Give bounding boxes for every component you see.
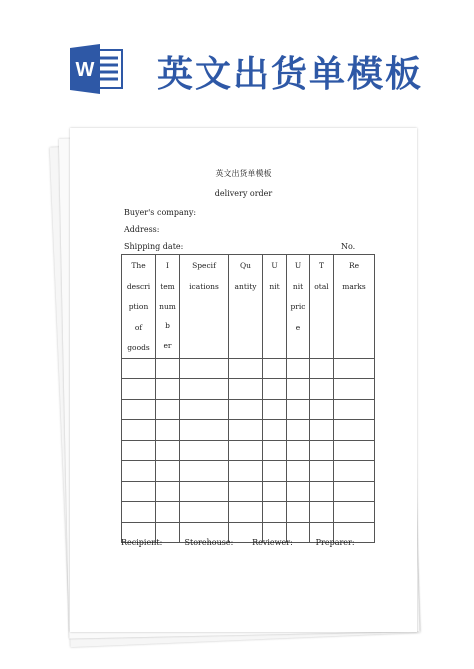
table-cell[interactable] [122, 399, 156, 420]
table-header-cell [180, 255, 229, 359]
table-row [122, 481, 375, 502]
table-cell[interactable] [156, 481, 180, 502]
buyer-company-label: Buyer's company: [124, 208, 197, 217]
table-cell[interactable] [287, 379, 310, 400]
reviewer-label: Reviewer: [252, 538, 293, 547]
table-cell[interactable] [287, 481, 310, 502]
table-cell[interactable] [287, 440, 310, 461]
table-cell[interactable] [180, 420, 229, 441]
header-line: nit [269, 281, 280, 291]
header-line: marks [342, 281, 366, 291]
table-cell[interactable] [229, 481, 263, 502]
header-line: tem [160, 281, 175, 291]
logo-letter: W [75, 59, 95, 81]
document-subheading: delivery order [214, 189, 273, 198]
table-cell[interactable] [310, 379, 334, 400]
table-cell[interactable] [180, 379, 229, 400]
table-row [122, 502, 375, 523]
header-line: numb [159, 302, 176, 330]
header-line: e [295, 322, 301, 332]
table-row [122, 399, 375, 420]
header-line: Re [348, 261, 360, 270]
table-row [122, 461, 375, 482]
table-cell[interactable] [229, 399, 263, 420]
document-heading: 英文出货单模板 [215, 169, 272, 178]
table-cell[interactable] [156, 358, 180, 379]
table-row [122, 420, 375, 441]
table-cell[interactable] [287, 358, 310, 379]
table-cell[interactable] [180, 481, 229, 502]
table-cell[interactable] [229, 420, 263, 441]
table-cell[interactable] [334, 481, 375, 502]
table-cell[interactable] [122, 379, 156, 400]
table-cell[interactable] [156, 502, 180, 523]
table-cell[interactable] [263, 461, 287, 482]
header-line: otal [314, 281, 329, 291]
table-cell[interactable] [263, 420, 287, 441]
banner [0, 0, 474, 120]
banner-title: 英文出货单模板 [157, 54, 424, 95]
table-cell[interactable] [334, 440, 375, 461]
table-cell[interactable] [122, 481, 156, 502]
header-line: T [318, 261, 324, 270]
table-header-cell [310, 255, 334, 359]
table-cell[interactable] [229, 440, 263, 461]
table-row [122, 440, 375, 461]
table-cell[interactable] [310, 502, 334, 523]
table-cell[interactable] [263, 502, 287, 523]
table-row [122, 379, 375, 400]
header-line: U [271, 261, 278, 270]
table-cell[interactable] [122, 461, 156, 482]
header-line: I [166, 261, 169, 270]
table-header-cell [334, 255, 375, 359]
table-cell[interactable] [180, 358, 229, 379]
table-cell[interactable] [310, 440, 334, 461]
table-header-cell [263, 255, 287, 359]
table-cell[interactable] [180, 461, 229, 482]
header-line: ications [189, 281, 219, 291]
table-cell[interactable] [287, 461, 310, 482]
header-line: ption [128, 302, 149, 311]
table-header-row [122, 255, 375, 359]
table-cell[interactable] [334, 399, 375, 420]
table-cell[interactable] [156, 461, 180, 482]
header-line: pric [290, 302, 306, 311]
table-cell[interactable] [229, 502, 263, 523]
storehouse-label: Storehouse: [184, 538, 234, 547]
table-cell[interactable] [122, 440, 156, 461]
table-cell[interactable] [310, 481, 334, 502]
header-line: The [131, 261, 146, 270]
header-line: U [294, 261, 302, 270]
table-row [122, 358, 375, 379]
address-label: Address: [124, 225, 160, 234]
table-cell[interactable] [310, 358, 334, 379]
table-cell[interactable] [310, 420, 334, 441]
table-cell[interactable] [263, 379, 287, 400]
shipping-date-label: Shipping date: [124, 242, 184, 251]
table-cell[interactable] [263, 440, 287, 461]
table-cell[interactable] [156, 379, 180, 400]
number-label: No. [341, 242, 356, 251]
table-cell[interactable] [180, 399, 229, 420]
header-line: of [134, 322, 143, 332]
table-cell[interactable] [287, 420, 310, 441]
table-cell[interactable] [287, 502, 310, 523]
table-header-cell [287, 255, 310, 359]
header-line: er [163, 341, 172, 350]
header-line: descri [126, 281, 151, 291]
header-line: nit [292, 281, 304, 291]
table-cell[interactable] [229, 358, 263, 379]
table-cell[interactable] [334, 420, 375, 441]
table-cell[interactable] [180, 440, 229, 461]
table-cell[interactable] [229, 461, 263, 482]
table-cell[interactable] [310, 461, 334, 482]
table-cell[interactable] [156, 399, 180, 420]
table-cell[interactable] [180, 502, 229, 523]
word-logo-icon [68, 44, 124, 94]
table-cell[interactable] [334, 502, 375, 523]
document-page [70, 128, 417, 632]
table-cell[interactable] [263, 399, 287, 420]
preparer-label: Preparer: [315, 538, 355, 547]
table-cell[interactable] [122, 502, 156, 523]
table-cell[interactable] [229, 379, 263, 400]
table-cell[interactable] [263, 481, 287, 502]
table-cell[interactable] [122, 420, 156, 441]
table-cell[interactable] [156, 440, 180, 461]
table-cell[interactable] [287, 399, 310, 420]
table-cell[interactable] [334, 461, 375, 482]
delivery-table [121, 254, 375, 543]
table-cell[interactable] [156, 420, 180, 441]
header-line: goods [127, 343, 150, 352]
header-line: Specif [192, 261, 216, 270]
header-line: Qu [240, 261, 251, 270]
table-cell[interactable] [334, 358, 375, 379]
table-header-cell [229, 255, 263, 359]
table-header-cell [122, 255, 156, 359]
recipient-label: Recipient: [121, 538, 163, 547]
signature-row [121, 538, 381, 547]
table-cell[interactable] [334, 379, 375, 400]
table-cell[interactable] [263, 358, 287, 379]
table-cell[interactable] [310, 399, 334, 420]
table-cell[interactable] [122, 358, 156, 379]
header-line: antity [234, 281, 257, 291]
table-header-cell [156, 255, 180, 359]
